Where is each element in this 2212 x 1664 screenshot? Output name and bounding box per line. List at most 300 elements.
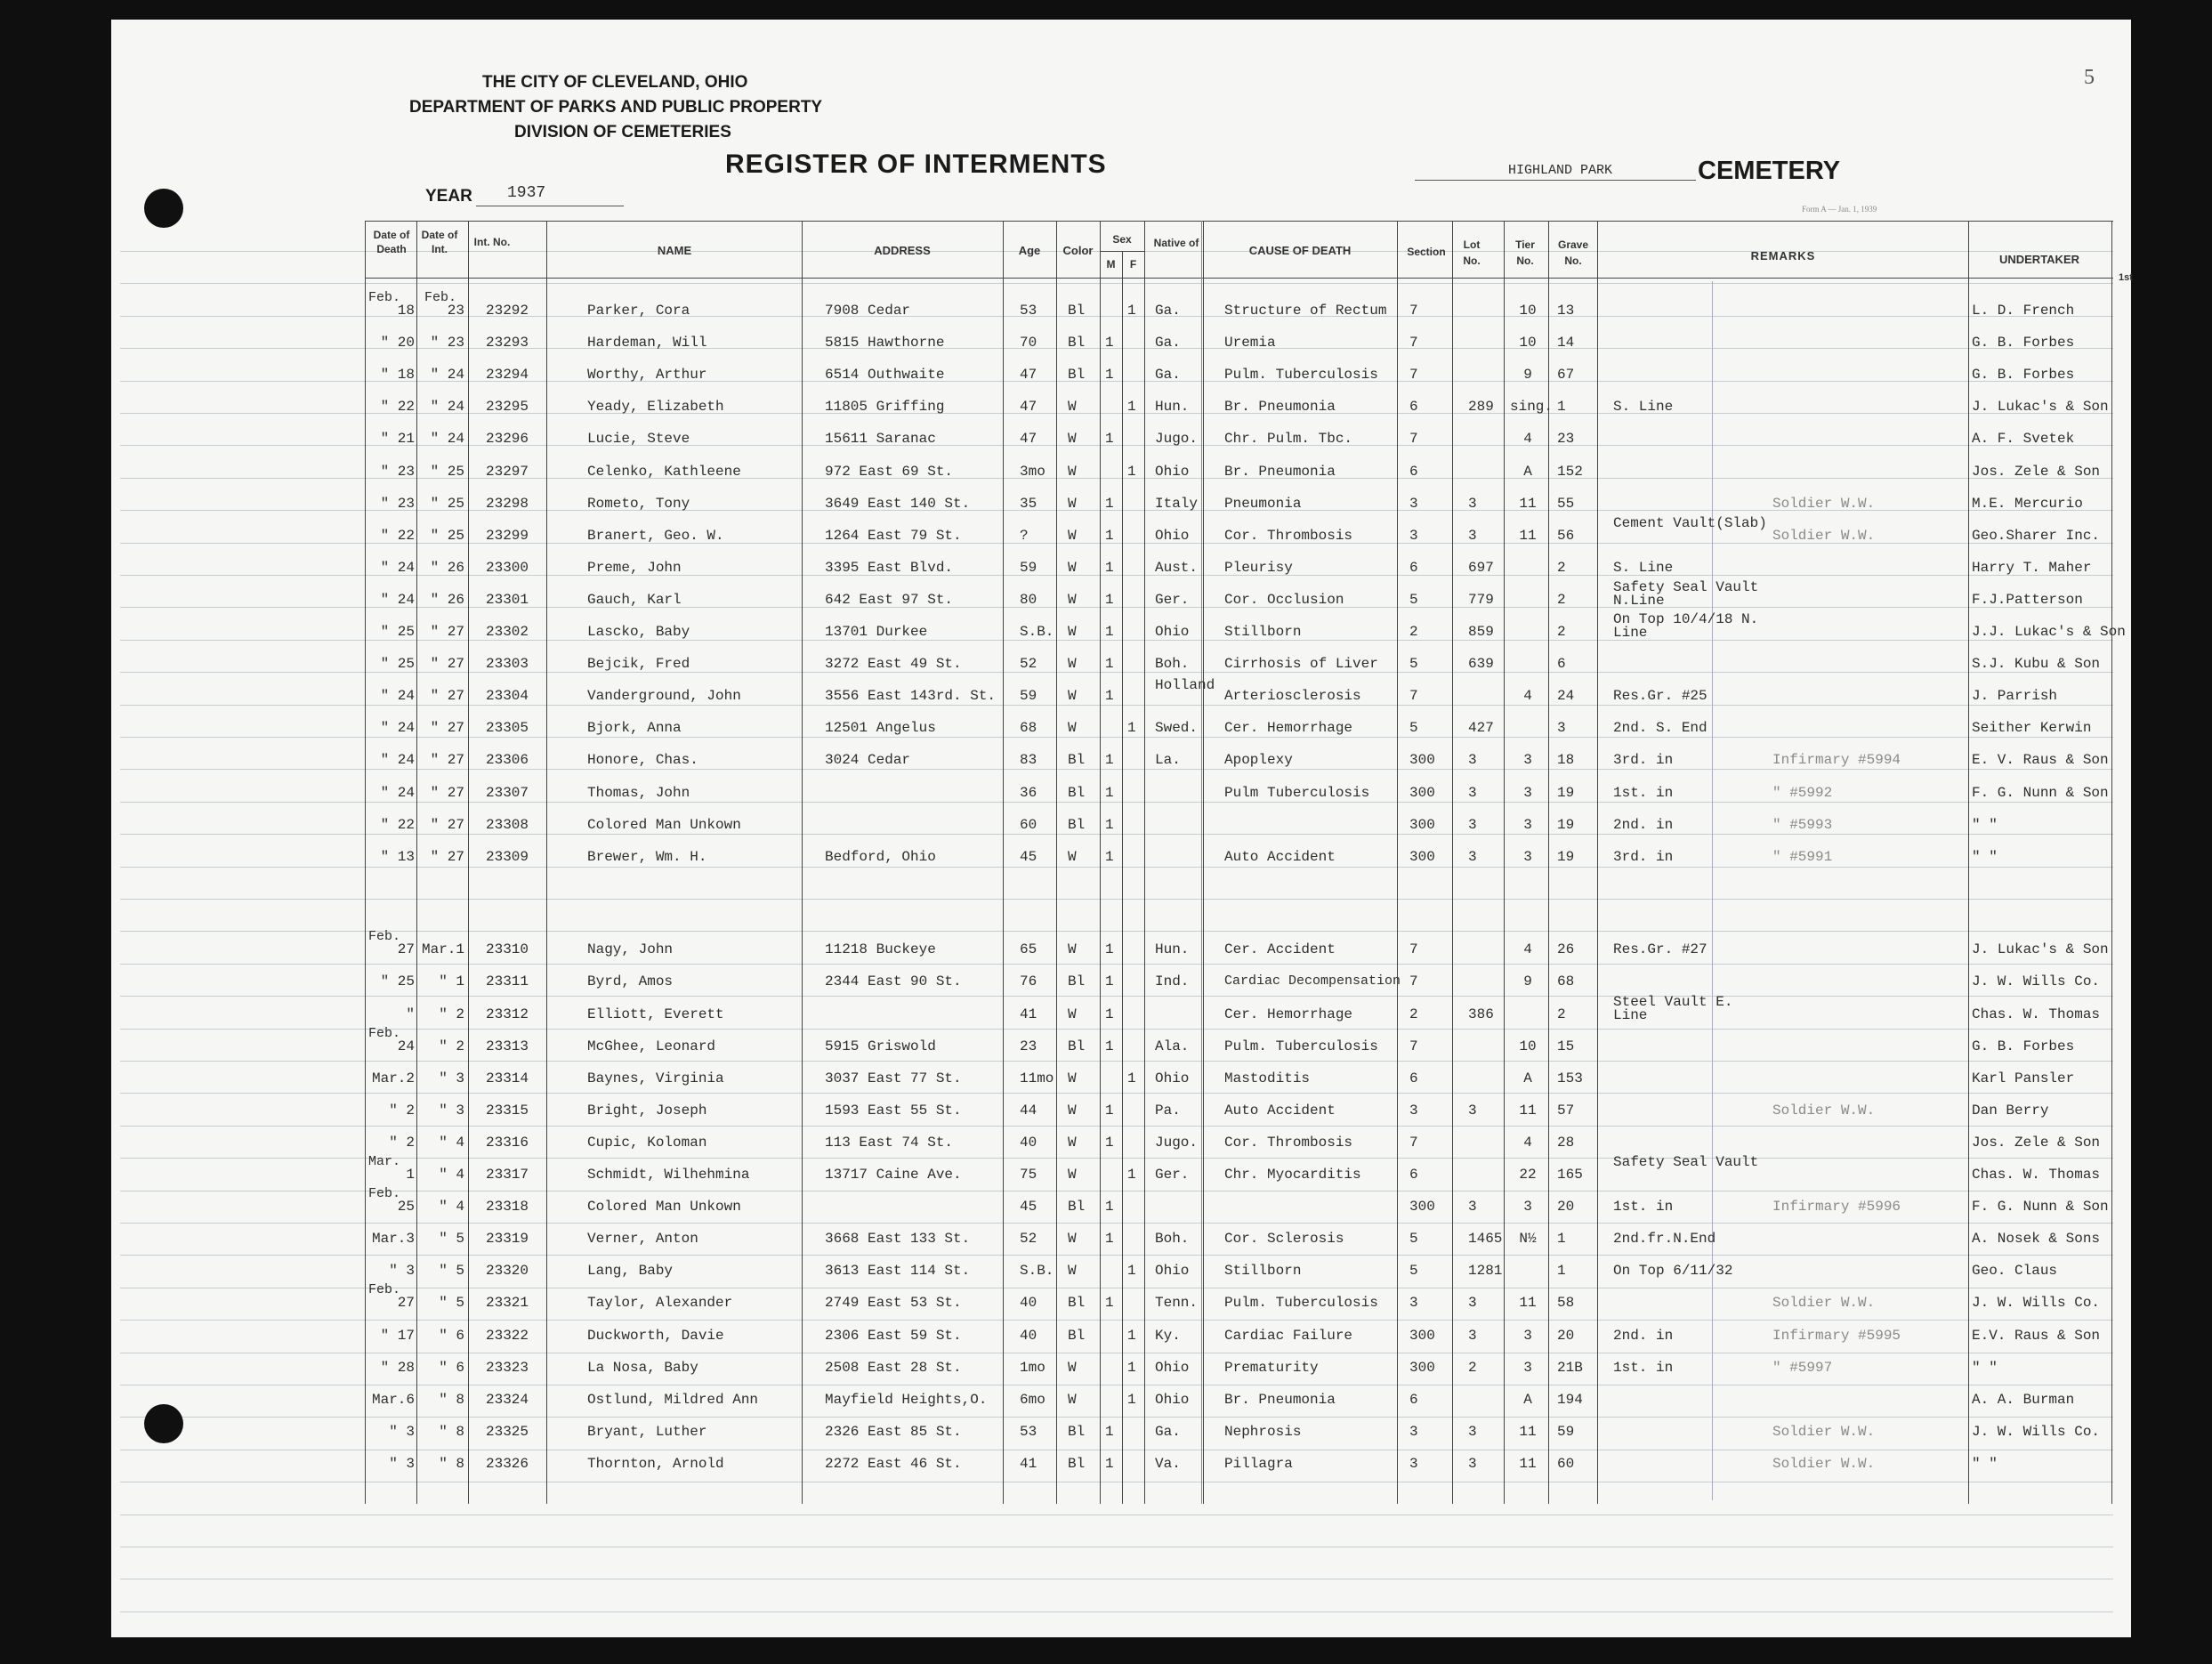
cell-tier: A (1523, 1391, 1532, 1408)
cell-di: " 25 (430, 463, 464, 480)
cell-addr: 2306 East 59 St. (825, 1327, 962, 1344)
cell-lot: 3 (1468, 752, 1477, 769)
month-marker: Mar. (368, 1154, 401, 1170)
cell-m: 1 (1105, 1295, 1114, 1312)
cell-age: 52 (1020, 656, 1037, 673)
cell-age: 75 (1020, 1167, 1037, 1183)
cell-grave: 153 (1557, 1070, 1583, 1086)
cell-sec: 7 (1409, 431, 1418, 448)
col-extra: 1st (2119, 272, 2133, 283)
cell-no: 23297 (486, 463, 529, 480)
cell-rem: 2nd.fr.N.End (1613, 1231, 1716, 1248)
cell-di: " 3 (439, 1070, 464, 1086)
cell-tier: 11 (1519, 1295, 1537, 1312)
cell-nat: Ala. (1155, 1038, 1190, 1054)
cell-rem: On Top 6/11/32 (1613, 1263, 1733, 1280)
cell-cause: Structure of Rectum (1224, 303, 1387, 319)
cell-lot: 3 (1468, 848, 1477, 865)
cell-dd: " 23 (380, 463, 415, 480)
cell-color: W (1068, 941, 1077, 958)
cell-grave: 56 (1557, 527, 1575, 544)
cell-cause: Pillagra (1224, 1455, 1293, 1472)
cell-rem: 1st. in (1613, 1359, 1674, 1376)
cell-sec: 2 (1409, 624, 1418, 640)
cell-cause: Auto Accident (1224, 848, 1336, 865)
table-top-border (365, 221, 2113, 222)
cell-grave: 57 (1557, 1102, 1575, 1119)
year-value: 1937 (507, 184, 546, 202)
cell-di: " 5 (439, 1263, 464, 1280)
cell-sec: 5 (1409, 656, 1418, 673)
cell-sec: 7 (1409, 335, 1418, 351)
cell-dd: " (406, 1006, 415, 1022)
cell-nat: Ga. (1155, 335, 1181, 351)
cell-cause: Cer. Hemorrhage (1224, 1006, 1353, 1022)
cell-rem2: " #5991 (1772, 848, 1833, 865)
cell-di: " 25 (430, 495, 464, 512)
ruled-line (120, 1158, 2113, 1159)
cell-dd: " 22 (380, 399, 415, 416)
cell-nat: Ohio (1155, 1391, 1190, 1408)
col-date-death: Date of Death (373, 229, 410, 255)
cell-no: 23296 (486, 431, 529, 448)
cell-rem: 2nd. S. End (1613, 720, 1707, 737)
cell-sec: 6 (1409, 399, 1418, 416)
division-heading: DIVISION OF CEMETERIES (514, 123, 731, 141)
cell-cause: Cor. Thrombosis (1224, 1134, 1353, 1151)
cell-tier: 3 (1523, 1327, 1532, 1344)
ruled-line (120, 996, 2113, 997)
cell-lot: 3 (1468, 527, 1477, 544)
cell-grave: 58 (1557, 1295, 1575, 1312)
cell-addr: 15611 Saranac (825, 431, 936, 448)
cell-addr: 2326 East 85 St. (825, 1423, 962, 1440)
cell-sec: 7 (1409, 1134, 1418, 1151)
cell-grave: 6 (1557, 656, 1566, 673)
cell-addr: 972 East 69 St. (825, 463, 954, 480)
cell-nat: Boh. (1155, 656, 1190, 673)
cell-name: Cupic, Koloman (587, 1134, 707, 1151)
cell-di: 23 (447, 303, 464, 319)
column-divider (1452, 221, 1453, 1504)
cell-rem: 3rd. in (1613, 752, 1674, 769)
cell-no: 23304 (486, 688, 529, 705)
cell-m: 1 (1105, 848, 1114, 865)
cell-di: " 24 (430, 367, 464, 384)
cell-rem: 2nd. in (1613, 816, 1674, 833)
cell-m: 1 (1105, 816, 1114, 833)
cell-rem: Safety Seal Vault N.Line (1613, 578, 1759, 609)
cell-name: Bright, Joseph (587, 1102, 707, 1119)
cell-color: Bl (1068, 367, 1086, 384)
cell-di: " 27 (430, 848, 464, 865)
ruled-line (120, 1223, 2113, 1224)
cell-addr: 12501 Angelus (825, 720, 936, 737)
ruled-line (120, 705, 2113, 706)
cell-rem: 1st. in (1613, 784, 1674, 801)
cell-und: E.V. Raus & Son (1972, 1327, 2101, 1344)
cell-name: Baynes, Virginia (587, 1070, 724, 1086)
cell-lot: 289 (1468, 399, 1494, 416)
cell-rem: 1st. in (1613, 1199, 1674, 1216)
cell-no: 23303 (486, 656, 529, 673)
cell-und: A. A. Burman (1972, 1391, 2075, 1408)
cell-name: Colored Man Unkown (587, 1199, 741, 1216)
cell-und: L. D. French (1972, 303, 2075, 319)
cell-dd: " 24 (380, 784, 415, 801)
cell-age: 60 (1020, 816, 1037, 833)
cell-di: " 25 (430, 527, 464, 544)
cell-color: W (1068, 591, 1077, 608)
cell-name: Lang, Baby (587, 1263, 674, 1280)
cell-grave: 55 (1557, 495, 1575, 512)
cell-dd: " 24 (380, 591, 415, 608)
cell-grave: 18 (1557, 752, 1575, 769)
cell-di: " 26 (430, 591, 464, 608)
cell-und: " " (1972, 1455, 1998, 1472)
month-marker: Feb. (368, 1025, 401, 1041)
cell-rem2: Soldier W.W. (1772, 1102, 1876, 1119)
ruled-line (120, 1417, 2113, 1418)
cell-dd: " 24 (380, 752, 415, 769)
cell-tier: sing. (1510, 399, 1554, 416)
cell-grave: 19 (1557, 848, 1575, 865)
page-number: 5 (2084, 66, 2095, 89)
ruled-line (120, 802, 2113, 803)
cell-no: 23312 (486, 1006, 529, 1022)
cell-no: 23307 (486, 784, 529, 801)
cell-addr: 6514 Outhwaite (825, 367, 945, 384)
cell-addr: 13701 Durkee (825, 624, 928, 640)
col-grave: Grave No. (1557, 238, 1589, 267)
cell-tier: 3 (1523, 1199, 1532, 1216)
cell-m: 1 (1105, 335, 1114, 351)
cell-m: 1 (1105, 1102, 1114, 1119)
cell-di: " 27 (430, 784, 464, 801)
ruled-line (120, 867, 2113, 868)
table-header-border (365, 278, 2113, 279)
cell-sec: 3 (1409, 1295, 1418, 1312)
col-cause: CAUSE OF DEATH (1248, 244, 1352, 257)
cell-nat: Tenn. (1155, 1295, 1199, 1312)
cell-sec: 7 (1409, 941, 1418, 958)
cell-dd: 27 (397, 1295, 415, 1312)
cell-f: 1 (1127, 463, 1136, 480)
ruled-line (120, 283, 2113, 284)
cell-rem2: Infirmary #5995 (1772, 1327, 1901, 1344)
cell-color: Bl (1068, 335, 1086, 351)
cell-age: 65 (1020, 941, 1037, 958)
cell-age: 40 (1020, 1295, 1037, 1312)
cell-rem: Res.Gr. #25 (1613, 688, 1707, 705)
cell-name: La Nosa, Baby (587, 1359, 698, 1376)
cell-nat: Ga. (1155, 367, 1181, 384)
cell-tier: 10 (1519, 303, 1537, 319)
cell-rem2: " #5992 (1772, 784, 1833, 801)
cell-sec: 7 (1409, 367, 1418, 384)
cell-sec: 7 (1409, 688, 1418, 705)
cell-m: 1 (1105, 624, 1114, 640)
cell-f: 1 (1127, 1263, 1136, 1280)
cell-name: Taylor, Alexander (587, 1295, 733, 1312)
cell-addr: Mayfield Heights,O. (825, 1391, 988, 1408)
cell-nat: Ohio (1155, 463, 1190, 480)
cell-nat: Pa. (1155, 1102, 1181, 1119)
cell-no: 23310 (486, 941, 529, 958)
cell-und: J. W. Wills Co. (1972, 1295, 2101, 1312)
cell-dd: " 3 (389, 1263, 415, 1280)
cell-di: " 27 (430, 688, 464, 705)
cell-sec: 6 (1409, 559, 1418, 576)
cell-name: Honore, Chas. (587, 752, 698, 769)
cell-grave: 1 (1557, 399, 1566, 416)
cell-und: F. G. Nunn & Son (1972, 1199, 2109, 1216)
cell-tier: 11 (1519, 495, 1537, 512)
cell-name: Nagy, John (587, 941, 674, 958)
cell-nat: Ger. (1155, 591, 1190, 608)
cell-und: Geo.Sharer Inc. (1972, 527, 2101, 544)
cell-no: 23322 (486, 1327, 529, 1344)
cell-dd: Mar.6 (371, 1391, 415, 1408)
cell-cause: Apoplexy (1224, 752, 1293, 769)
cell-color: Bl (1068, 1455, 1086, 1472)
cell-m: 1 (1105, 1455, 1114, 1472)
cell-lot: 779 (1468, 591, 1494, 608)
ruled-line (120, 964, 2113, 965)
cell-und: A. Nosek & Sons (1972, 1231, 2101, 1248)
cell-f: 1 (1127, 1359, 1136, 1376)
cell-addr: 1593 East 55 St. (825, 1102, 962, 1119)
col-date-int: Date of Int. (421, 229, 458, 255)
cell-name: Duckworth, Davie (587, 1327, 724, 1344)
cell-nat: Ohio (1155, 624, 1190, 640)
cell-rem2: Soldier W.W. (1772, 495, 1876, 512)
cell-rem2: Infirmary #5996 (1772, 1199, 1901, 1216)
cell-addr: 3556 East 143rd. St. (825, 688, 997, 705)
cell-nat: Italy (1155, 495, 1199, 512)
cell-tier: N½ (1519, 1231, 1537, 1248)
column-divider (365, 221, 366, 1504)
cell-sec: 5 (1409, 1231, 1418, 1248)
cell-sec: 300 (1409, 1359, 1435, 1376)
cell-und: Seither Kerwin (1972, 720, 2092, 737)
cell-addr: 3037 East 77 St. (825, 1070, 962, 1086)
cell-cause: Stillborn (1224, 624, 1302, 640)
cell-cause: Stillborn (1224, 1263, 1302, 1280)
cell-m: 1 (1105, 973, 1114, 990)
cell-di: " 27 (430, 816, 464, 833)
form-number: Form A — Jan. 1, 1939 (1802, 205, 1877, 214)
cell-di: " 27 (430, 720, 464, 737)
department-heading: DEPARTMENT OF PARKS AND PUBLIC PROPERTY (409, 98, 823, 117)
cell-addr: 2272 East 46 St. (825, 1455, 962, 1472)
cell-addr: 2749 East 53 St. (825, 1295, 962, 1312)
column-divider (1144, 221, 1145, 1504)
cell-dd: " 13 (380, 848, 415, 865)
month-marker: Feb. (368, 1282, 401, 1298)
cell-tier: 11 (1519, 1102, 1537, 1119)
cell-nat: Aust. (1155, 559, 1199, 576)
cell-tier: 10 (1519, 335, 1537, 351)
cell-name: Brewer, Wm. H. (587, 848, 707, 865)
cell-rem2: " #5997 (1772, 1359, 1833, 1376)
cell-no: 23313 (486, 1038, 529, 1054)
cell-cause: Cor. Occlusion (1224, 591, 1344, 608)
binder-hole (144, 1404, 183, 1443)
cell-age: 59 (1020, 688, 1037, 705)
cell-cause: Br. Pneumonia (1224, 399, 1336, 416)
cell-addr: 11218 Buckeye (825, 941, 936, 958)
cell-no: 23311 (486, 973, 529, 990)
cell-color: W (1068, 656, 1077, 673)
cell-rem2: Infirmary #5994 (1772, 752, 1901, 769)
cell-sec: 3 (1409, 1455, 1418, 1472)
cell-dd: " 24 (380, 720, 415, 737)
cell-color: W (1068, 1006, 1077, 1022)
cell-rem: S. Line (1613, 559, 1674, 576)
ruled-line (120, 1611, 2113, 1612)
cell-addr: 113 East 74 St. (825, 1134, 954, 1151)
cell-sec: 5 (1409, 591, 1418, 608)
cell-dd: 24 (397, 1038, 415, 1054)
cell-age: 6mo (1020, 1391, 1045, 1408)
cell-di: " 2 (439, 1038, 464, 1054)
cell-color: Bl (1068, 1295, 1086, 1312)
cell-dd: " 25 (380, 624, 415, 640)
cell-lot: 3 (1468, 784, 1477, 801)
cell-no: 23318 (486, 1199, 529, 1216)
cell-name: Lascko, Baby (587, 624, 690, 640)
cell-tier: 3 (1523, 752, 1532, 769)
cell-dd: 1 (406, 1167, 415, 1183)
cell-tier: 4 (1523, 688, 1532, 705)
cell-m: 1 (1105, 656, 1114, 673)
column-divider (1712, 281, 1713, 1500)
cell-grave: 59 (1557, 1423, 1575, 1440)
cell-und: Harry T. Maher (1972, 559, 2092, 576)
cell-und: " " (1972, 1359, 1998, 1376)
ruled-line (120, 834, 2113, 835)
cell-sec: 2 (1409, 1006, 1418, 1022)
cell-und: G. B. Forbes (1972, 335, 2075, 351)
binder-hole (144, 189, 183, 228)
column-divider (1968, 221, 1969, 1504)
cell-und: F.J.Patterson (1972, 591, 2083, 608)
year-label: YEAR (425, 187, 472, 206)
cell-color: Bl (1068, 1327, 1086, 1344)
cell-color: Bl (1068, 1199, 1086, 1216)
cell-addr: 3668 East 133 St. (825, 1231, 971, 1248)
cell-grave: 20 (1557, 1327, 1575, 1344)
month-marker: Feb. Feb. (368, 290, 457, 305)
cell-nat: Ky. (1155, 1327, 1181, 1344)
cell-und: Jos. Zele & Son (1972, 463, 2101, 480)
cell-grave: 14 (1557, 335, 1575, 351)
cell-sec: 5 (1409, 720, 1418, 737)
cell-no: 23295 (486, 399, 529, 416)
cell-color: W (1068, 495, 1077, 512)
cell-age: ? (1020, 527, 1029, 544)
cell-grave: 60 (1557, 1455, 1575, 1472)
cell-sec: 300 (1409, 848, 1435, 865)
cell-di: " 26 (430, 559, 464, 576)
cell-age: 44 (1020, 1102, 1037, 1119)
cell-grave: 2 (1557, 1006, 1566, 1022)
cell-tier: 3 (1523, 784, 1532, 801)
cell-lot: 3 (1468, 1295, 1477, 1312)
cell-color: Bl (1068, 1038, 1086, 1054)
cell-name: Celenko, Kathleene (587, 463, 741, 480)
cell-di: " 8 (439, 1391, 464, 1408)
cell-tier: 4 (1523, 431, 1532, 448)
cell-sec: 7 (1409, 973, 1418, 990)
cell-dd: " 25 (380, 973, 415, 990)
cell-cause: Prematurity (1224, 1359, 1319, 1376)
cell-age: 47 (1020, 431, 1037, 448)
cell-nat: La. (1155, 752, 1181, 769)
cell-lot: 3 (1468, 816, 1477, 833)
cell-m: 1 (1105, 591, 1114, 608)
cell-cause: Chr. Pulm. Tbc. (1224, 431, 1353, 448)
ruled-line (120, 737, 2113, 738)
cell-tier: 11 (1519, 1455, 1537, 1472)
month-marker: Feb. (368, 1186, 401, 1202)
cell-no: 23294 (486, 367, 529, 384)
column-divider (416, 221, 417, 1504)
cell-age: 70 (1020, 335, 1037, 351)
cell-name: Bejcik, Fred (587, 656, 690, 673)
cell-rem: 3rd. in (1613, 848, 1674, 865)
cell-m: 1 (1105, 784, 1114, 801)
cell-age: 47 (1020, 367, 1037, 384)
cell-age: 47 (1020, 399, 1037, 416)
cell-color: W (1068, 688, 1077, 705)
cell-color: Bl (1068, 973, 1086, 990)
col-section: Section (1407, 246, 1446, 258)
cell-name: Vanderground, John (587, 688, 741, 705)
cell-color: W (1068, 399, 1077, 416)
cell-no: 23320 (486, 1263, 529, 1280)
cell-dd: " 21 (380, 431, 415, 448)
cell-und: Chas. W. Thomas (1972, 1006, 2101, 1022)
cell-rem2: Soldier W.W. (1772, 1455, 1876, 1472)
cell-tier: 4 (1523, 941, 1532, 958)
cell-tier: 10 (1519, 1038, 1537, 1054)
cell-addr: 3024 Cedar (825, 752, 911, 769)
col-name: NAME (657, 244, 692, 257)
cell-addr: 3613 East 114 St. (825, 1263, 971, 1280)
cell-tier: 3 (1523, 1359, 1532, 1376)
cell-und: S.J. Kubu & Son (1972, 656, 2101, 673)
cell-addr: 13717 Caine Ave. (825, 1167, 962, 1183)
cell-und: Chas. W. Thomas (1972, 1167, 2101, 1183)
cell-und: J. W. Wills Co. (1972, 1423, 2101, 1440)
cell-grave: 165 (1557, 1167, 1583, 1183)
cell-no: 23293 (486, 335, 529, 351)
cell-und: J. Lukac's & Son (1972, 399, 2109, 416)
cell-f: 1 (1127, 720, 1136, 737)
cell-f: 1 (1127, 1327, 1136, 1344)
cell-grave: 67 (1557, 367, 1575, 384)
cell-lot: 2 (1468, 1359, 1477, 1376)
cell-addr: 3395 East Blvd. (825, 559, 954, 576)
cell-rem2: Soldier W.W. (1772, 527, 1876, 544)
cell-sec: 300 (1409, 752, 1435, 769)
col-undertaker: UNDERTAKER (1998, 253, 2080, 266)
cell-color: W (1068, 1070, 1077, 1086)
cemetery-label: CEMETERY (1698, 157, 1841, 185)
cell-no: 23300 (486, 559, 529, 576)
